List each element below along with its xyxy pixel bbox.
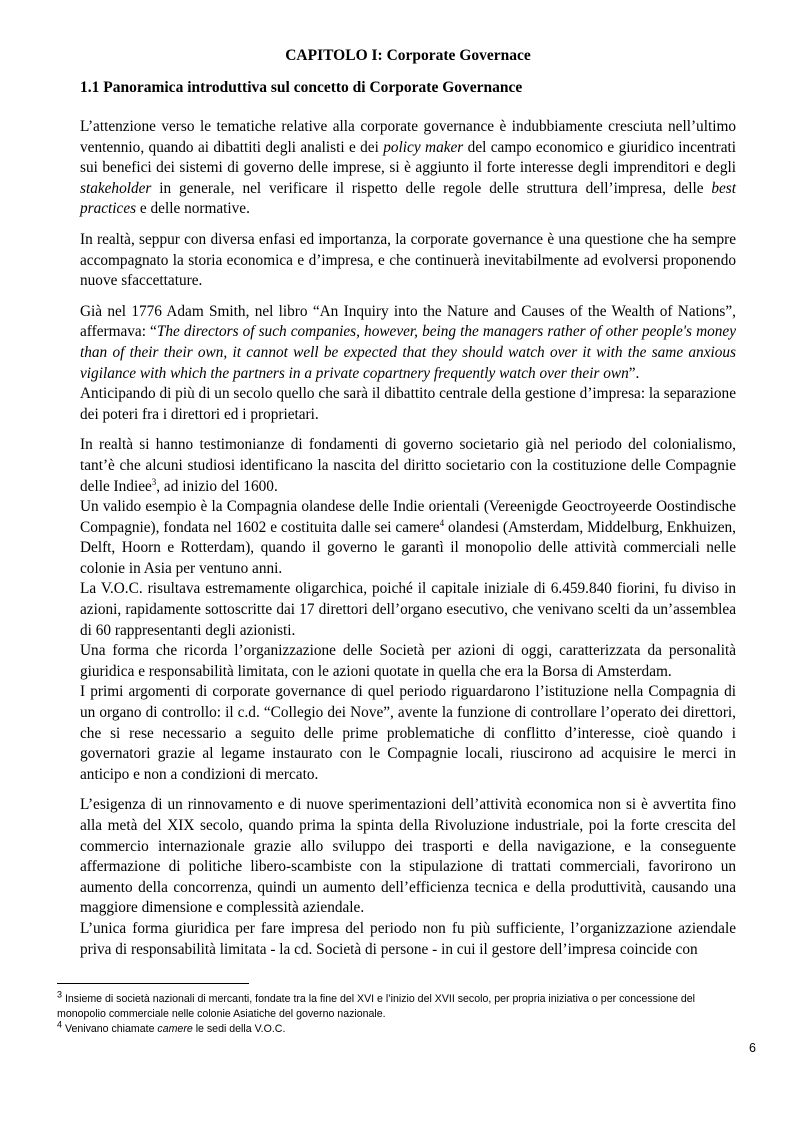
text-run: olandesi (Amsterdam, Middelburg, Enkhuizen, Delft, Hoorn e Rotterdam), quando il governo le garantì il monopolio delle attività commerciali nelle colonie in Asia per ventuno anni. bbox=[80, 518, 736, 577]
footnote-text: le sedi della V.O.C. bbox=[192, 1023, 286, 1035]
italic-term: stakeholder bbox=[80, 179, 152, 197]
body-text bbox=[80, 117, 736, 960]
footnote-3 bbox=[57, 989, 737, 1022]
text-run: del campo economico e giuridico incentrati sui benefici dei sistemi di governo delle imprese, si è aggiunto il forte interesse degli imprenditori e degli bbox=[80, 138, 737, 177]
footnote-text: Insieme di società nazionali di mercanti, fondate tra la fine del XVI e l’inizio del XVII secolo, per propria iniziativa o per concessione del monopolio commerciale nelle colonie Asiatiche del governo nazionale. bbox=[57, 993, 696, 1020]
paragraph-11: L’unica forma giuridica per fare impresa del periodo non fu più sufficiente, l’organizzazione aziendale priva di responsabilità limitata - la cd. Società di persone - in cui il gestore dell’impresa coincide con bbox=[80, 919, 736, 958]
section-title: 1.1 Panoramica introduttiva sul concetto di Corporate Governance bbox=[80, 79, 523, 96]
paragraph-3 bbox=[80, 302, 736, 384]
footnote-mark: 4 bbox=[57, 1019, 63, 1030]
italic-term: best practices bbox=[80, 179, 736, 218]
footnote-mark: 3 bbox=[57, 989, 63, 1000]
chapter-title: CAPITOLO I: Corporate Governace bbox=[285, 47, 531, 64]
paragraph-6 bbox=[80, 497, 736, 579]
footnote-ref-4[interactable]: 4 bbox=[439, 517, 445, 528]
paragraph-10: L’esigenza di un rinnovamento e di nuove sperimentazioni dell’attività economica non si è avvertita fino alla metà del XIX secolo, quando prima la spinta della Rivoluzione industriale, poi la forte crescita del commercio internazionale grazie allo sviluppo dei trasporti e della navigazione, e la conseguente affermazione di politiche libero-scambiste con la stipulazione di trattati commerciali, favorirono un aumento della concorrenza, quindi un aumento dell’efficienza tecnica e della produttività, causando una maggiore dimensione e complessità aziendale. bbox=[80, 796, 736, 917]
paragraph-1 bbox=[80, 117, 736, 220]
paragraph-5 bbox=[80, 435, 736, 497]
page-number: 6 bbox=[749, 1041, 756, 1055]
footnote-text: Venivano chiamate bbox=[62, 1023, 158, 1035]
italic-term: camere bbox=[157, 1023, 193, 1035]
text-run: e delle normative. bbox=[136, 200, 250, 218]
paragraph-7: La V.O.C. risultava estremamente oligarchica, poiché il capitale iniziale di 6.459.840 fiorini, fu diviso in azioni, rapidamente sottoscritte dai 17 direttori dell’organo esecutivo, che venivano scelti da un’assemblea di 60 rappresentanti degli azionisti. bbox=[80, 580, 736, 639]
paragraph-9: I primi argomenti di corporate governance di quel periodo riguardarono l’istituzione nella Compagnia di un organo di controllo: il c.d. “Collegio dei Nove”, avente la funzione di controllare l’operato dei direttori, che si rese necessario a seguito delle prime problematiche di conflitto d’interesse, cioè quando i governatori grazie al legame instaurato con le Compagnie locali, riuscirono ad acquisire le merci in anticipo e non a condizioni di mercato. bbox=[80, 683, 736, 783]
text-run: L’attenzione verso le tematiche relative alla corporate governance è indubbiamente cresciuta nell’ultimo ventennio, quando ai dibattiti degli analisti e dei bbox=[80, 118, 736, 156]
text-run: Un valido esempio è la Compagnia olandese delle Indie orientali (Vereenigde Geoctroyeerde Oostindische Compagnie), fondata nel 1602 e costituita dalle sei camere bbox=[80, 498, 736, 536]
text-run: ”. bbox=[628, 364, 640, 382]
text-run: in generale, nel verificare il rispetto delle regole delle struttura dell’impresa, delle bbox=[151, 179, 712, 197]
italic-term: policy maker bbox=[383, 138, 464, 156]
text-run: In realtà si hanno testimonianze di fondamenti di governo societario già nel periodo del colonialismo, tant’è che alcuni studiosi identificano la nascita del diritto societario con la costituzione delle Compagnie delle Indiee bbox=[80, 436, 736, 495]
footnote-divider bbox=[57, 983, 249, 984]
footnotes bbox=[57, 989, 737, 1037]
text-run: Già nel 1776 Adam Smith, nel libro “An Inquiry into the Nature and Causes of the Wealth of Nations”, affermava: “ bbox=[80, 302, 736, 341]
paragraph-2: In realtà, seppur con diversa enfasi ed importanza, la corporate governance è una questione che ha sempre accompagnato la storia economica e d’impresa, e che continuerà inevitabilmente ad evolversi proponendo nuove sfaccettature. bbox=[80, 230, 736, 290]
text-run: , ad inizio del 1600. bbox=[156, 477, 278, 495]
paragraph-4: Anticipando di più di un secolo quello che sarà il dibattito centrale della gestione d’impresa: la separazione dei poteri fra i direttori ed i proprietari. bbox=[80, 385, 736, 423]
paragraph-8: Una forma che ricorda l’organizzazione delle Società per azioni di oggi, caratterizzata da personalità giuridica e responsabilità limitata, con le azioni quotate in quella che era la Borsa di Amsterdam. bbox=[80, 642, 736, 680]
footnote-4 bbox=[57, 1019, 737, 1037]
footnote-ref-3[interactable]: 3 bbox=[151, 476, 157, 487]
quotation: The directors of such companies, however, being the managers rather of other people's money than of their their own, it cannot well be expected that they should watch over it with the same anxious vigilance with which the partners in a private copartnery frequently watch over their own bbox=[80, 323, 737, 382]
